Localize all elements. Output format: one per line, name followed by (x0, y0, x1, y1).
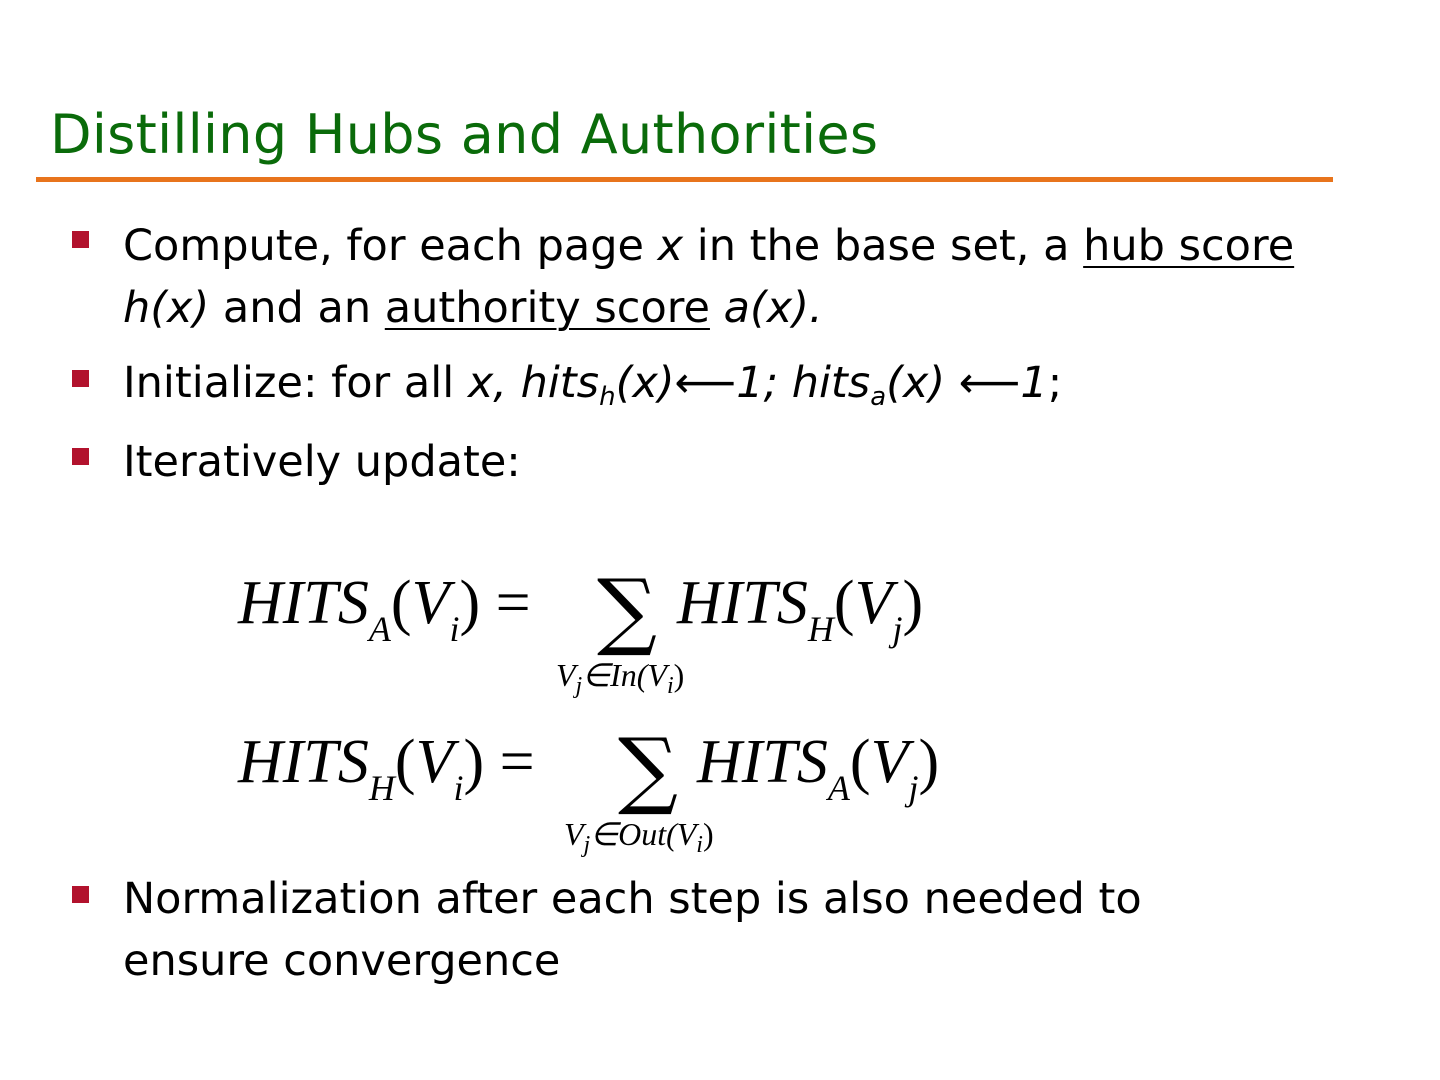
eq2-rhs-hits: HITS (697, 728, 828, 796)
eq2-range-i: i (696, 832, 703, 858)
bullet-marker (72, 448, 89, 465)
bullet-compute-scores-line2 (123, 277, 823, 339)
eq1-sum-range (556, 656, 684, 700)
equation-hub-update (238, 727, 535, 808)
eq2-sum-range (564, 815, 714, 859)
init-hits-a: (x)⟵1; hits (615, 358, 871, 408)
bullet-marker (72, 370, 89, 387)
authority-function: a(x). (723, 283, 823, 333)
eq1-rhs-open: ( (833, 569, 855, 637)
bullet-marker (72, 886, 89, 903)
eq1-lhs-sub: A (368, 609, 391, 649)
eq2-lhs-i: i (453, 768, 464, 808)
eq2-lhs-open: ( (394, 728, 416, 796)
eq1-range-j: j (575, 673, 583, 699)
eq1-range-V: V (556, 657, 576, 693)
var-x: x (657, 221, 684, 271)
eq1-rhs-j: j (892, 609, 903, 649)
subscript-a: a (870, 382, 887, 412)
eq1-range-in: ∈In(V (582, 657, 667, 693)
hub-score-term: hub score (1083, 221, 1295, 271)
eq2-rhs-sub: A (827, 768, 850, 808)
title-underline-rule (36, 177, 1333, 182)
eq1-range-i: i (666, 673, 674, 699)
eq2-sum-symbol: ∑ (618, 720, 678, 818)
eq1-rhs-close: ) (902, 569, 924, 637)
eq2-lhs-sub: H (368, 768, 395, 808)
eq2-range-close: ) (702, 816, 714, 852)
equation-hub-rhs (697, 727, 940, 808)
eq2-range-j: j (583, 832, 591, 858)
eq2-rhs-j: j (908, 768, 919, 808)
eq2-range-V: V (564, 816, 584, 852)
eq1-lhs-open: ( (390, 569, 412, 637)
authority-score-term: authority score (384, 283, 710, 333)
bullet-compute-scores (123, 215, 1294, 277)
eq2-lhs-close: ) = (463, 728, 535, 796)
eq1-rhs-sub: H (807, 609, 834, 649)
eq1-lhs-V: V (411, 569, 450, 637)
bullet-iteratively-update: Iteratively update: (123, 437, 521, 487)
eq2-lhs-hits: HITS (238, 728, 369, 796)
equation-authority-update (238, 568, 531, 649)
eq2-rhs-close: ) (918, 728, 940, 796)
semicolon: ; (1047, 358, 1063, 408)
bullet-text: Compute, for each page (123, 221, 658, 271)
eq2-rhs-V: V (870, 728, 909, 796)
bullet-text: and an (209, 283, 385, 333)
eq1-lhs-i: i (449, 609, 460, 649)
eq1-lhs-hits: HITS (238, 569, 369, 637)
eq1-lhs-close: ) = (459, 569, 531, 637)
bullet-initialize (123, 352, 1062, 414)
bullet-text: Initialize: for all (123, 358, 468, 408)
slide-title: Distilling Hubs and Authorities (50, 103, 879, 166)
init-hits-h: x, hits (467, 358, 600, 408)
hub-function: h(x) (123, 283, 210, 333)
eq1-sum-symbol: ∑ (597, 561, 657, 659)
eq2-range-out: ∈Out(V (590, 816, 697, 852)
subscript-h: h (599, 382, 616, 412)
eq1-rhs-hits: HITS (677, 569, 808, 637)
eq2-rhs-open: ( (849, 728, 871, 796)
equation-authority-rhs (677, 568, 924, 649)
bullet-normalization: Normalization after each step is also needed to (123, 874, 1142, 924)
init-expression (467, 358, 1048, 412)
bullet-marker (72, 231, 89, 248)
bullet-text: in the base set, a (683, 221, 1084, 271)
bullet-normalization-line2: ensure convergence (123, 936, 561, 986)
eq1-rhs-V: V (854, 569, 893, 637)
eq2-lhs-V: V (415, 728, 454, 796)
init-end: (x) ⟵1 (886, 358, 1048, 408)
eq1-range-close: ) (673, 657, 685, 693)
